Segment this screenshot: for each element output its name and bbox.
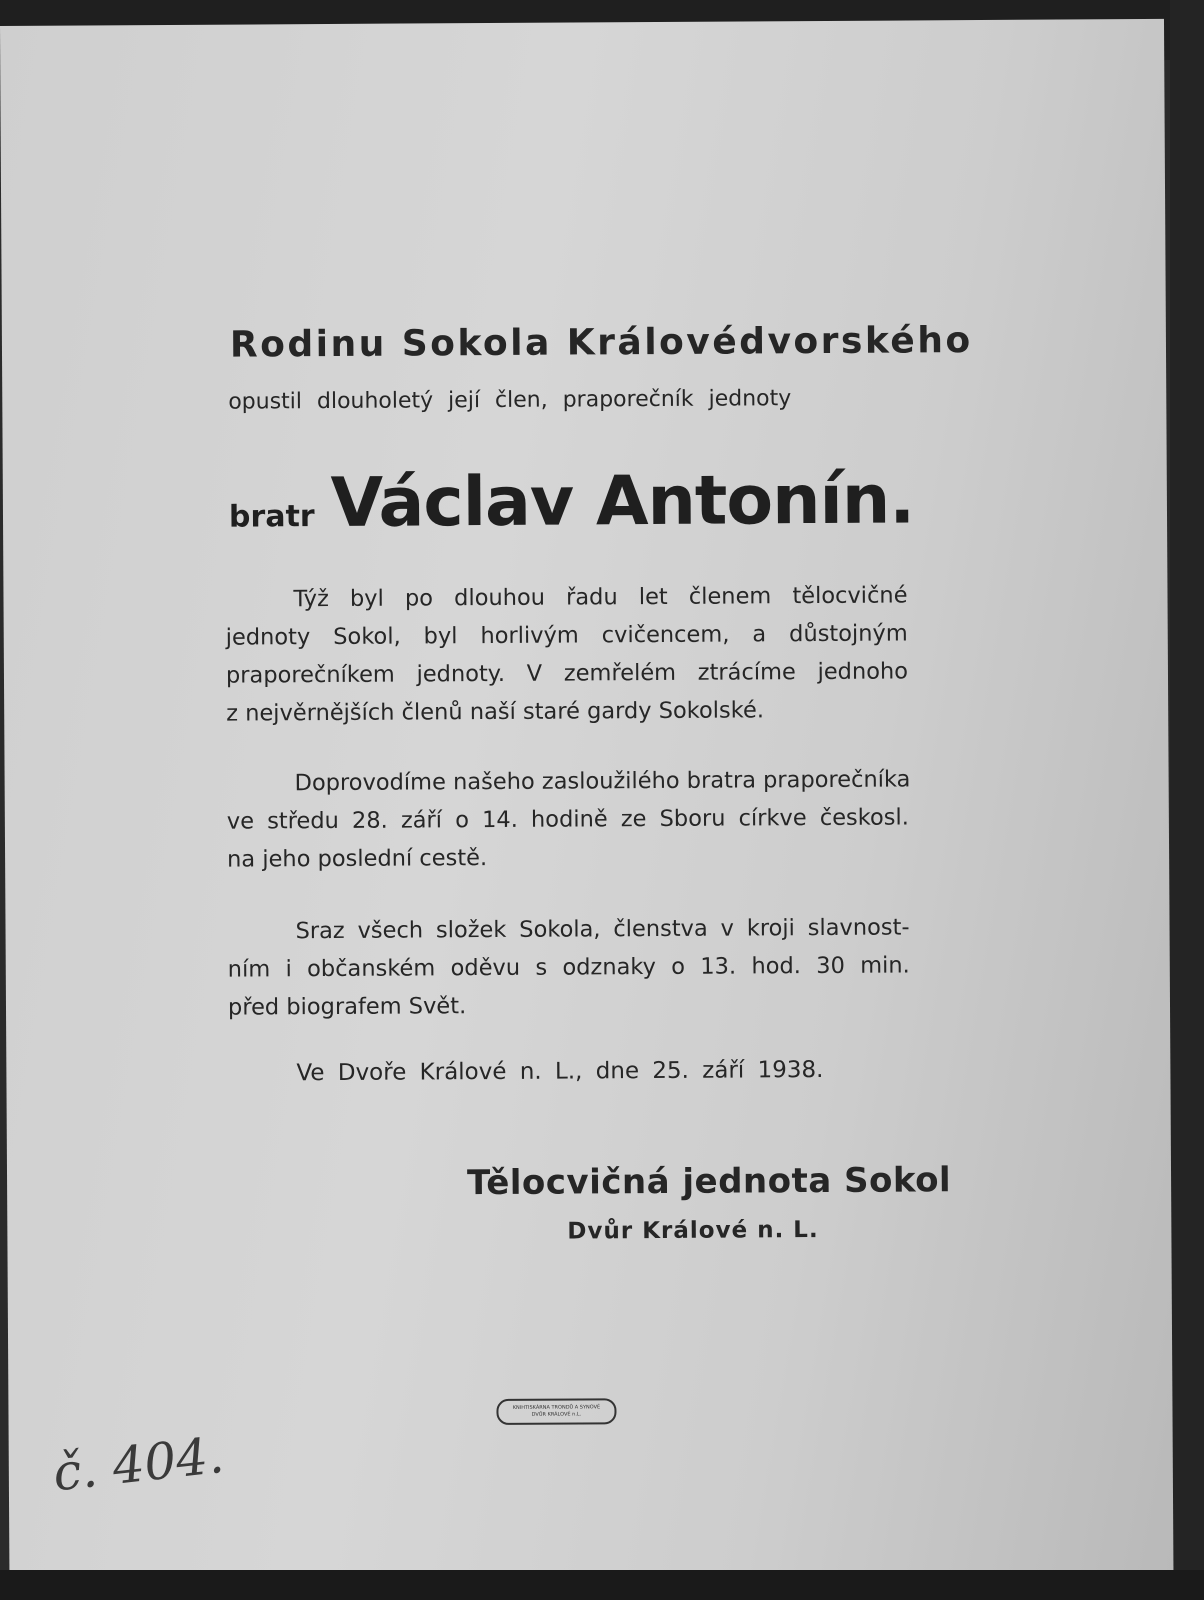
paragraph-line: Sraz všech složek Sokola, členstva v kroji slavnost- <box>295 914 910 945</box>
background-bottom <box>0 1570 1204 1600</box>
organization-name: Tělocvičná jednota Sokol <box>466 1160 952 1204</box>
handwritten-note: č. 404. <box>50 1425 227 1503</box>
paragraph-line: před biografem Svět. <box>227 993 467 1021</box>
name-row <box>229 460 915 543</box>
background-right <box>1170 0 1204 1600</box>
paragraph-line: Doprovodíme našeho zasloužilého bratra praporečníka <box>294 766 911 797</box>
paragraph-biography <box>225 576 908 732</box>
stamp-line: DVŮR KRÁLOVÉ n.L. <box>531 1411 582 1418</box>
printer-stamp <box>496 1398 616 1425</box>
intro-line: opustil dlouholetý její člen, praporečník jednoty <box>228 386 792 415</box>
paragraph-line: praporečníkem jednoty. V zemřelém ztrácíme jednoho <box>225 658 909 689</box>
name-prefix: bratr <box>228 499 315 535</box>
stamp-line: KNIHTISKÁRNA TRONDŮ A SYNOVÉ <box>512 1404 601 1411</box>
organization-place: Dvůr Králové n. L. <box>567 1217 819 1245</box>
paragraph-line: ním i občanském oděvu s odznaky o 13. hod. 30 min. <box>227 952 910 983</box>
paragraph-line: jednoty Sokol, byl horlivým cvičencem, a důstojným <box>225 620 908 651</box>
place-date: Ve Dvoře Králové n. L., dne 25. září 1938. <box>296 1056 824 1087</box>
paragraph-line: na jeho poslední cestě. <box>227 845 488 873</box>
paragraph-funeral <box>227 760 910 878</box>
paragraph-gathering <box>227 908 910 1026</box>
paragraph-line: ve středu 28. září o 14. hodině ze Sboru církve českosl. <box>226 804 909 835</box>
heading: Rodinu Sokola Královédvorského <box>229 320 973 366</box>
paragraph-line: z nejvěrnějších členů naší staré gardy Sokolské. <box>226 697 765 727</box>
paragraph-line: Týž byl po dlouhou řadu let členem tělocvičné <box>293 582 908 613</box>
document-page <box>0 19 1174 1586</box>
deceased-name: Václav Antonín. <box>330 460 915 543</box>
